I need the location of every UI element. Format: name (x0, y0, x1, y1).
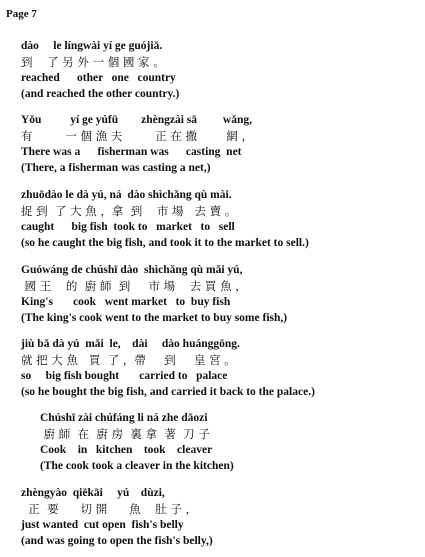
stanza-7 (21, 485, 421, 549)
gloss-line: reached other one country (21, 72, 176, 84)
pinyin-line: zhèngyào qiēkāi yú dùzi, (21, 487, 165, 499)
pinyin-line: jiù bǎ dà yú mǎi le, dài dào huánggōng. (21, 338, 240, 350)
translation-line: (The cook took a cleaver in the kitchen) (40, 460, 234, 472)
translation-line: (and was going to open the fish's belly,) (21, 535, 213, 547)
chinese-line: 到 了 另 外 一 個 國 家 。 (21, 55, 165, 69)
chinese-line: 有 一 個 漁 夫 正 在 撒 網 ， (21, 129, 253, 143)
stanza-2 (21, 112, 421, 176)
stanza-5 (21, 336, 421, 400)
gloss-line: caught big fish took to market to sell (21, 221, 235, 233)
pinyin-line: Chúshī zài chúfáng li ná zhe dāozi (40, 412, 208, 424)
translation-line: (There, a fisherman was casting a net,) (21, 162, 211, 174)
translation-line: (so he bought the big fish, and carried it back to the palace.) (21, 386, 315, 398)
gloss-line: Cook in kitchen took cleaver (40, 444, 213, 456)
chinese-line: 捉 到 了 大 魚 ，拿 到 市 場 去 賣 。 (21, 204, 237, 218)
pinyin-line: dào le língwài yí ge guójiā. (21, 40, 163, 52)
gloss-line: just wanted cut open fish's belly (21, 519, 184, 531)
translation-line: (The king's cook went to the market to buy some fish,) (21, 312, 288, 324)
pinyin-line: Yǒu yí ge yúfū zhèngzài sā wǎng, (21, 114, 252, 126)
chinese-line: 國 王 的 廚 師 到 市 場 去 買 魚 ， (21, 279, 247, 293)
chinese-line: 廚 師 在 廚 房 裏 拿 著 刀 子 (40, 427, 210, 441)
translation-line: (so he caught the big fish, and took it to the market to sell.) (21, 237, 309, 249)
stanza-4 (21, 262, 421, 326)
pinyin-line: Guówáng de chúshī dào shìchǎng qù mǎi yú, (21, 264, 243, 276)
stanza-1 (21, 38, 421, 102)
chinese-line: 正 要 切 開 魚 肚 子 ， (21, 502, 198, 516)
gloss-line: There was a fisherman was casting net (21, 146, 242, 158)
gloss-line: so big fish bought carried to palace (21, 370, 228, 382)
stanza-3 (21, 187, 421, 251)
gloss-line: King's cook went market to buy fish (21, 296, 231, 308)
stanza-6 (40, 410, 425, 474)
page-number: Page 7 (6, 8, 37, 20)
pinyin-line: zhuōdào le dà yú, ná dào shìchǎng qù mài. (21, 189, 232, 201)
translation-line: (and reached the other country.) (21, 88, 180, 100)
chinese-line: 就 把 大 魚 買 了 ，帶 到 皇 宮 。 (21, 353, 236, 367)
